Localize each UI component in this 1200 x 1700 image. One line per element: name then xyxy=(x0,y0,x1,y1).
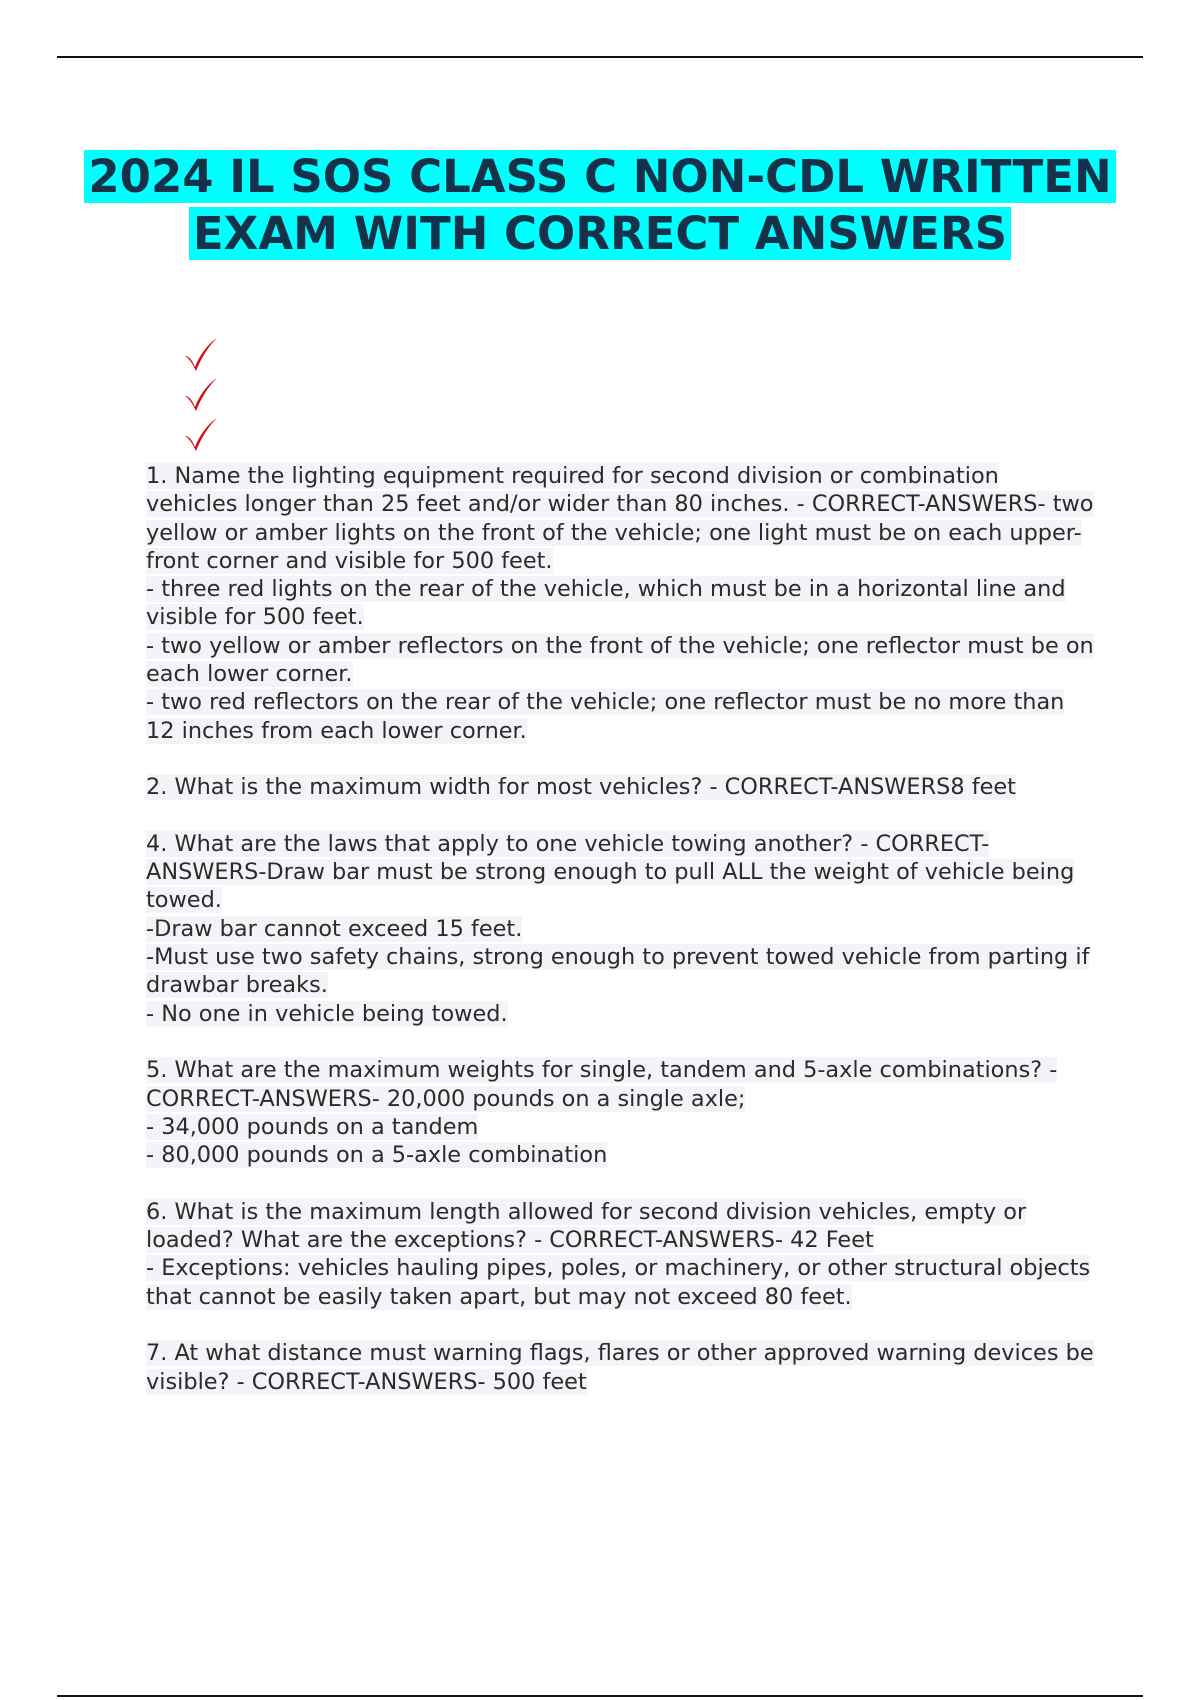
answer-line: -Draw bar cannot exceed 15 feet. xyxy=(146,915,523,942)
top-rule xyxy=(57,56,1143,58)
check-icon xyxy=(181,374,221,414)
question-line: 4. What are the laws that apply to one vehicle towing another? - CORRECT-ANSWERS-Draw bar must be strong enough to pull ALL the weight of vehicle being towed. xyxy=(146,830,1075,914)
answer-line: - No one in vehicle being towed. xyxy=(146,1000,508,1027)
answer-line: - two red reflectors on the rear of the vehicle; one reflector must be no more than 12 inches from each lower corner. xyxy=(146,689,1065,744)
question-line: 7. At what distance must warning flags, flares or other approved warning devices be visible? - CORRECT-ANSWERS- 500 feet xyxy=(146,1340,1094,1395)
question-line: 1. Name the lighting equipment required for second division or combination vehicles longer than 25 feet and/or wider than 80 inches. - CORRECT-ANSWERS- two yellow or amber lights on the front of the vehicle; one light must be on each upper-front corner and visible for 500 feet. xyxy=(146,463,1094,574)
answer-line: - two yellow or amber reflectors on the front of the vehicle; one reflector must be on each lower corner. xyxy=(146,632,1094,688)
answer-line: - 34,000 pounds on a tandem xyxy=(146,1113,479,1140)
question-item-4 xyxy=(146,830,1096,1028)
document-title xyxy=(60,148,1140,262)
question-item-7 xyxy=(146,1339,1096,1396)
question-line: 6. What is the maximum length allowed for second division vehicles, empty or loaded? What are the exceptions? - CORRECT-ANSWERS- 42 Feet xyxy=(146,1198,1027,1254)
question-list xyxy=(146,462,1096,1424)
bottom-rule xyxy=(57,1695,1143,1697)
answer-line: - three red lights on the rear of the vehicle, which must be in a horizontal line and visible for 500 feet. xyxy=(146,576,1066,631)
check-mark-list xyxy=(181,334,241,454)
question-item-1 xyxy=(146,462,1096,745)
question-item-6 xyxy=(146,1198,1096,1311)
document-title-text: 2024 IL SOS CLASS C NON-CDL WRITTEN EXAM WITH CORRECT ANSWERS xyxy=(84,150,1115,260)
question-item-2 xyxy=(146,773,1096,801)
question-line: 2. What is the maximum width for most vehicles? - CORRECT-ANSWERS8 feet xyxy=(146,774,1016,801)
answer-line: - 80,000 pounds on a 5-axle combination xyxy=(146,1142,608,1169)
answer-line: - Exceptions: vehicles hauling pipes, poles, or machinery, or other structural objects that cannot be easily taken apart, but may not exceed 80 feet. xyxy=(146,1255,1091,1310)
question-line: 5. What are the maximum weights for single, tandem and 5-axle combinations? - CORRECT-ANSWERS- 20,000 pounds on a single axle; xyxy=(146,1057,1058,1112)
check-icon xyxy=(181,414,221,454)
question-item-5 xyxy=(146,1056,1096,1169)
check-icon xyxy=(181,334,221,374)
answer-line: -Must use two safety chains, strong enough to prevent towed vehicle from parting if drawbar breaks. xyxy=(146,944,1090,999)
